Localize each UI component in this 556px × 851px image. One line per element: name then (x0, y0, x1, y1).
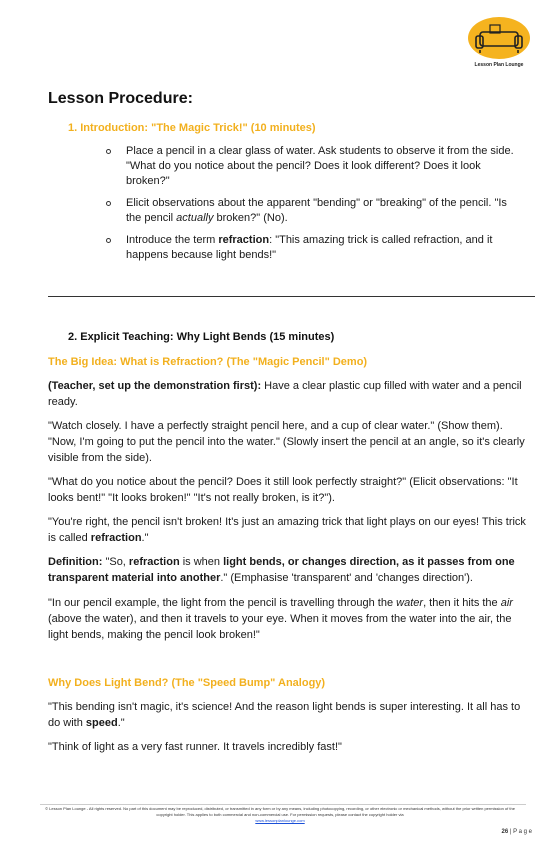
paragraph-bold: refraction (128, 556, 180, 568)
paragraph-bold: refraction (90, 532, 142, 544)
paragraph-notice: "What do you notice about the pencil? Does it still look perfectly straight?" (Elicit observations: "It looks bent!" "It looks broken!" "It's not really broken, is it?"). (48, 476, 518, 504)
list-item (106, 144, 524, 189)
paragraph-bold: (Teacher, set up the demonstration first): (48, 380, 262, 392)
paragraph-bold: Definition: (48, 556, 103, 568)
paragraph-setup (48, 378, 534, 410)
paragraph-emphasis: air (500, 597, 513, 609)
bullet-text: Introduce the term (126, 234, 219, 246)
subheading-why-bend: Why Does Light Bend? (The "Speed Bump" Analogy) (48, 677, 326, 689)
list-item (106, 233, 524, 263)
bullet-icon (106, 201, 111, 206)
page-number-value: 26 (501, 829, 509, 835)
paragraph-right (48, 514, 534, 546)
bullet-icon (106, 149, 111, 154)
subheading-big-idea: The Big Idea: What is Refraction? (The "Magic Pencil" Demo) (48, 356, 368, 368)
paragraph-watch: "Watch closely. I have a perfectly straight pencil here, and a cup of clear water." (Show them). "Now, I'm going to put the pencil into the water." (Slowly insert the pencil at an angle, so it's clearly visible from the side). (48, 420, 525, 464)
paragraph-pencil-example (48, 595, 534, 643)
paragraph-runner: "Think of light as a very fast runner. It travels incredibly fast!" (48, 741, 342, 753)
paragraph-text: ." (117, 717, 125, 729)
bullet-emphasis: actually (176, 212, 214, 224)
page-number-label: | P a g e (509, 829, 532, 835)
page-title: Lesson Procedure: (48, 90, 193, 107)
bullet-text: Place a pencil in a clear glass of water. Ask students to observe it from the side. "What do you notice about the pencil? Does it look different? Does it look broken?" (126, 145, 514, 187)
logo-sofa-icon (466, 16, 532, 62)
paragraph-text: Have a clear plastic cup filled with water and a pencil ready. (48, 380, 522, 408)
paragraph-text: "This bending isn't magic, it's science! And the reason light bends is super interesting. It all has to do with (48, 701, 521, 729)
section-heading-introduction: 1. Introduction: "The Magic Trick!" (10 minutes) (68, 122, 316, 134)
bullet-text: : "This amazing trick is called refraction, and it happens because light bends!" (126, 234, 493, 261)
paragraph-text: , then it hits the (423, 597, 501, 609)
bullet-text: Elicit observations about the apparent "bending" or "breaking" of the pencil. "Is the pencil (126, 197, 507, 224)
paragraph-bold: light bends, or changes direction, as it passes from one transparent material into another (48, 556, 515, 584)
bullet-bold-term: refraction (218, 234, 270, 246)
logo (466, 16, 532, 74)
bullet-icon (106, 238, 111, 243)
section-heading-explicit-teaching: 2. Explicit Teaching: Why Light Bends (15 minutes) (68, 331, 335, 343)
paragraph-emphasis: water (396, 597, 424, 609)
footer-link[interactable]: www.lessonplanlounge.com (255, 818, 305, 823)
paragraph-text: "You're right, the pencil isn't broken! It's just an amazing trick that light plays on our eyes! This trick is called (48, 516, 526, 544)
bullet-text: broken?" (No). (213, 212, 288, 224)
footer-divider (40, 804, 526, 805)
paragraph-bold: speed (85, 717, 118, 729)
logo-text: Lesson Plan Lounge (474, 62, 524, 68)
paragraph-science (48, 699, 534, 731)
footer-text: © Lesson Plan Lounge - All rights reserved. No part of this document may be reproduced, distributed, or transmitted in any form or by any means, including photocopying, recording, or other electronic or mechanical methods, without the prior written permission of the copyright holder. This applies to both commercial and non-commercial use. For permission requests, please contact the copyright holder via (45, 806, 515, 817)
page-number (502, 829, 533, 835)
paragraph-text: (above the water), and then it travels to your eye. When it moves from the water into the air, the light bends, making the pencil look broken!" (48, 613, 512, 641)
paragraph-definition (48, 554, 534, 586)
paragraph-text: "In our pencil example, the light from the pencil is travelling through the (48, 597, 397, 609)
paragraph-text: ." (141, 532, 149, 544)
paragraph-text: "So, (102, 556, 129, 568)
section-divider (48, 296, 535, 297)
introduction-bullet-list (106, 144, 524, 270)
list-item (106, 196, 524, 226)
paragraph-text: is when (179, 556, 224, 568)
footer-copyright (40, 806, 520, 824)
paragraph-text: ." (Emphasise 'transparent' and 'changes direction'). (220, 572, 473, 584)
